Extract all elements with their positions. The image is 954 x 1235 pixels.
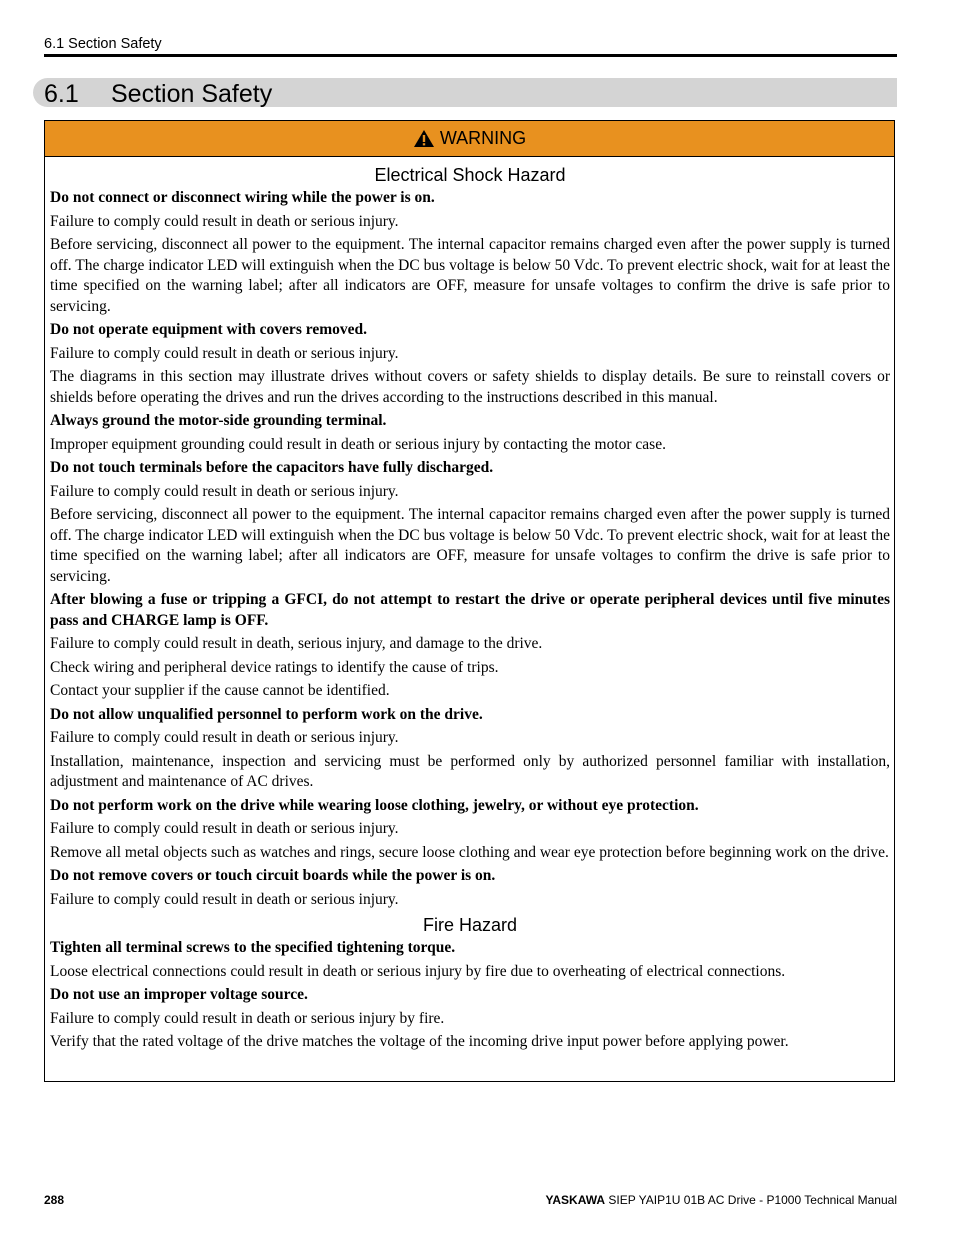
header-rule [44,54,897,57]
hazard-paragraph: Failure to comply could result in death or serious injury. [50,212,399,230]
hazard-instruction: Always ground the motor-side grounding terminal. [50,412,387,429]
hazard-paragraph: Failure to comply could result in death or serious injury by fire. [50,1009,445,1027]
hazard-paragraph: Loose electrical connections could result in death or serious injury by fire due to overheating of electrical connections. [50,962,786,980]
hazard-paragraph: Before servicing, disconnect all power to the equipment. The internal capacitor remains charged even after the power supply is turned off. The charge indicator LED will extinguish when the DC bus voltage is below 50 Vdc. To prevent electric shock, wait for at least the time specified on the warning label; after all indicators are OFF, measure for unsafe voltages to confirm the drive is safe prior to servicing. [50,506,890,585]
section-title-text: Section Safety [111,80,273,108]
hazard-paragraph: Failure to comply could result in death or serious injury. [50,482,399,500]
footer-manual-title: SIEP YAIP1U 01B AC Drive - P1000 Technical Manual [608,1193,897,1207]
warning-box [44,120,895,1082]
hazard-paragraph: The diagrams in this section may illustrate drives without covers or safety shields to display details. Be sure to reinstall covers or shields before operating the drives and run the drives according to the instructions described in this manual. [50,368,890,406]
hazard-paragraph: Before servicing, disconnect all power to the equipment. The internal capacitor remains charged even after the power supply is turned off. The charge indicator LED will extinguish when the DC bus voltage is below 50 Vdc. To prevent electric shock, wait for at least the time specified on the warning label; after all indicators are OFF, measure for unsafe voltages to confirm the drive is safe prior to servicing. [50,236,890,315]
page-number: 288 [44,1193,65,1207]
warning-content [45,157,894,1053]
hazard-paragraph: Failure to comply could result in death, serious injury, and damage to the drive. [50,635,543,652]
footer-manual [545,1193,897,1207]
hazard-paragraph: Check wiring and peripheral device ratings to identify the cause of trips. [50,658,499,676]
hazard-paragraph: Failure to comply could result in death or serious injury. [50,820,399,837]
hazard-instruction: Do not perform work on the drive while wearing loose clothing, jewelry, or without eye protection. [50,796,699,814]
warning-triangle-icon [413,129,435,148]
section-title [44,79,272,109]
hazard-title: Fire Hazard [422,915,518,935]
footer-brand: YASKAWA [545,1193,606,1207]
hazard-paragraph: Failure to comply could result in death or serious injury. [50,890,399,908]
hazard-paragraph: Contact your supplier if the cause cannot be identified. [50,682,390,699]
hazard-paragraph: Installation, maintenance, inspection and servicing must be performed only by authorized personnel familiar with installation, adjustment and maintenance of AC drives. [50,752,890,790]
hazard-paragraph: Failure to comply could result in death or serious injury. [50,344,399,362]
hazard-instruction: Do not connect or disconnect wiring while the power is on. [50,189,435,206]
hazard-paragraph: Improper equipment grounding could result in death or serious injury by contacting the motor case. [50,435,666,453]
hazard-instruction: Do not touch terminals before the capacitors have fully discharged. [50,459,494,476]
hazard-title: Electrical Shock Hazard [374,165,566,185]
hazard-paragraph: Failure to comply could result in death or serious injury. [50,729,399,746]
hazard-instruction: After blowing a fuse or tripping a GFCI, do not attempt to restart the drive or operate peripheral devices until five minutes pass and CHARGE lamp is OFF. [50,591,890,629]
hazard-instruction: Do not use an improper voltage source. [50,986,308,1003]
warning-bar [45,121,894,157]
section-number: 6.1 [44,80,79,108]
hazard-instruction: Tighten all terminal screws to the specified tightening torque. [50,939,456,956]
hazard-paragraph: Remove all metal objects such as watches and rings, secure loose clothing and wear eye protection before beginning work on the drive. [50,843,889,861]
warning-label: WARNING [439,128,527,148]
hazard-instruction: Do not operate equipment with covers removed. [50,321,367,338]
hazard-instruction: Do not remove covers or touch circuit boards while the power is on. [50,867,496,884]
hazard-paragraph: Verify that the rated voltage of the drive matches the voltage of the incoming drive input power before applying power. [50,1033,789,1050]
hazard-instruction: Do not allow unqualified personnel to perform work on the drive. [50,705,483,723]
running-header: 6.1 Section Safety [44,36,162,52]
